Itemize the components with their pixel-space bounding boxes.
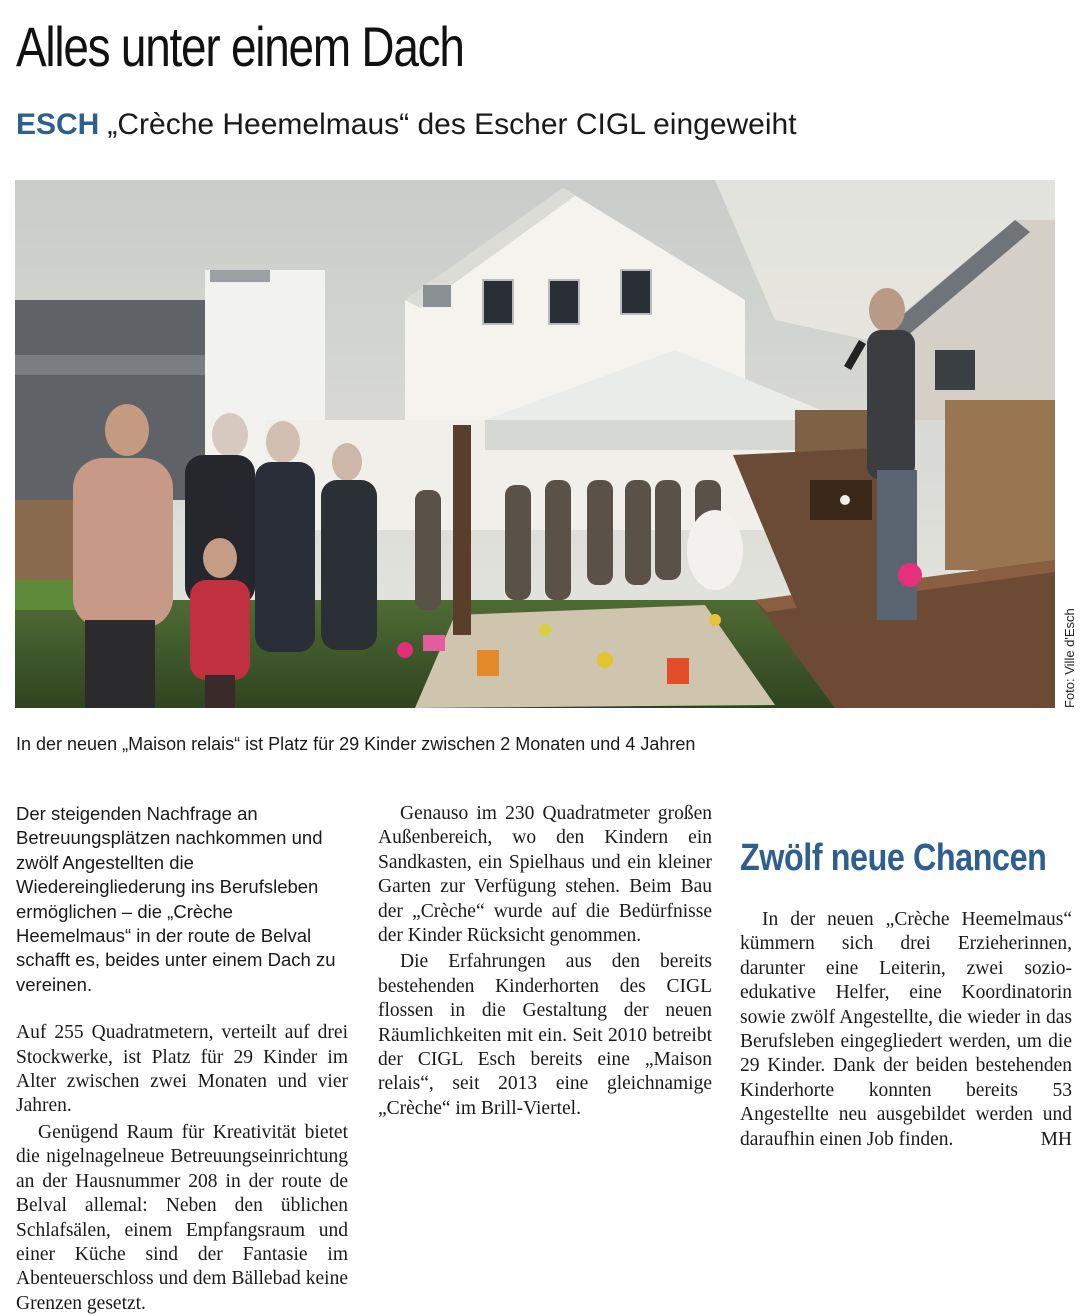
subheadline-text: „Crèche Heemelmaus“ des Escher CIGL eingeweiht (107, 108, 797, 141)
column-2 (378, 802, 712, 1121)
column-3 (740, 802, 1072, 1152)
column-1 (16, 802, 348, 1316)
subheadline (16, 108, 797, 142)
author-initials: MH (1040, 1128, 1072, 1150)
intro-paragraph: Der steigenden Nachfrage an Betreuungsplätzen nachkommen und zwölf Angestellten die Wiedereingliederung ins Berufsleben ermöglichen – die „Crèche Heemelmaus“ in der route de Belval schafft es, beides unter einem Dach zu vereinen. (16, 803, 336, 995)
closing-paragraph (740, 908, 1072, 1152)
closing-text: In der neuen „Crèche Heemelmaus“ kümmern sich drei Erzieherinnen, darunter eine Leiterin, zwei sozio-edukative Helfer, eine Koordinatorin sowie zwölf Angestellte, die wieder in das Berufsleben eingegliedert werden, um die 29 Kinder. Dank der beiden bestehenden Kinderhorte konnten bereits 53 Angestellte neu ausgebildet werden und daraufhin einen Job finden. (740, 909, 1072, 1150)
photo-caption: In der neuen „Maison relais“ ist Platz für 29 Kinder zwischen 2 Monaten und 4 Jahren (16, 734, 696, 754)
body-paragraph: Auf 255 Quadratmetern, verteilt auf drei Stockwerke, ist Platz für 29 Kinder im Alter zwischen zwei Monaten und vier Jahren. (16, 1022, 348, 1117)
article-photo (15, 180, 1055, 708)
kicker: ESCH (16, 108, 100, 141)
body-paragraph: Die Erfahrungen aus den bereits bestehenden Kinderhorten des CIGL flossen in die Gestaltung der neuen Räumlichkeiten mit ein. Seit 2010 betreibt der CIGL Esch bereits eine „Maison relais“, seit 2013 eine gleichnamige „Crèche“ im Brill-Viertel. (378, 951, 712, 1119)
section-subheading: Zwölf neue Chancen (740, 837, 1047, 879)
headline: Alles unter einem Dach (16, 15, 464, 78)
body-paragraph: Genauso im 230 Quadratmeter großen Außenbereich, wo den Kindern ein Sandkasten, ein Spielhaus und ein kleiner Garten zur Verfügung stehen. Beim Bau der „Crèche“ wurde auf die Bedürfnisse der Kinder Rücksicht genommen. (378, 803, 712, 947)
body-paragraph: Genügend Raum für Kreativität bietet die nigelnagelneue Betreuungseinrichtung an der Hausnummer 208 in der route de Belval allemal: Neben den üblichen Schlafsälen, einem Empfangsraum und einer Küche sind der Fantasie im Abenteuerschloss und dem Bällebad keine Grenzen gesetzt. (16, 1121, 348, 1314)
